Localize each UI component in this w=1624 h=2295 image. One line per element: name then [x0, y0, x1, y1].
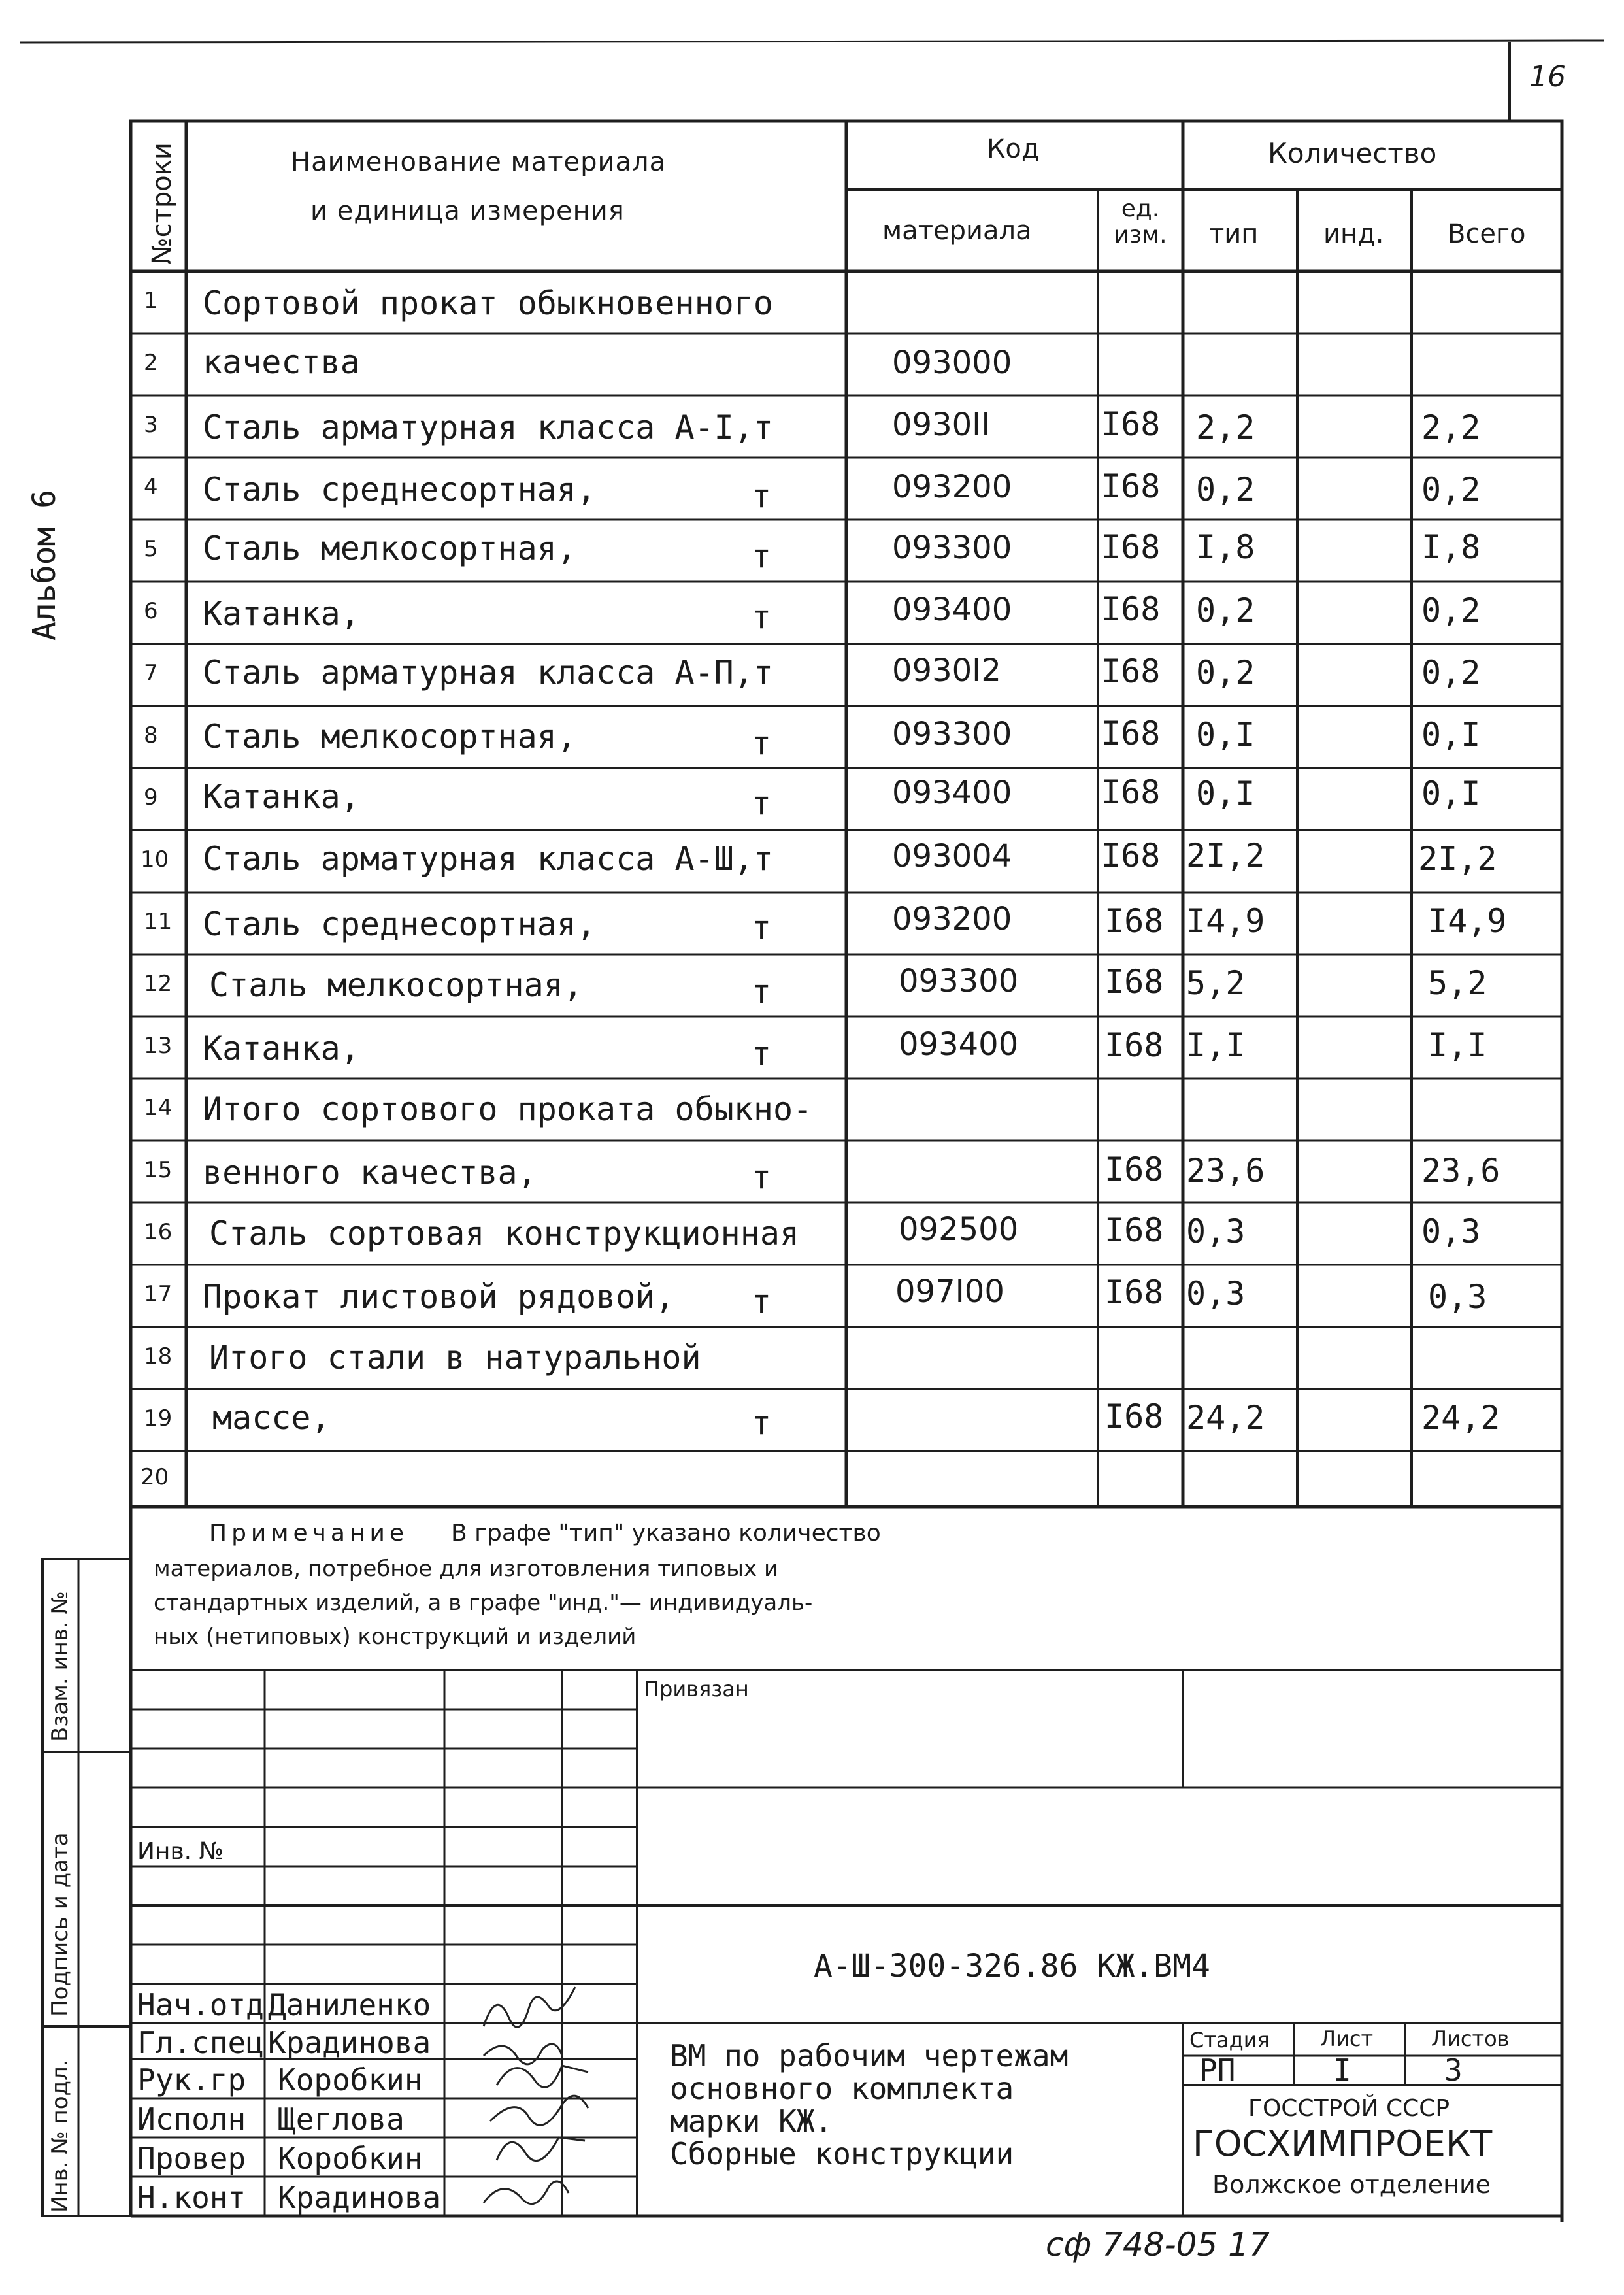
row-number: 17: [144, 1281, 173, 1307]
row-name: Катанка,: [203, 778, 360, 816]
header-row-no: №строки: [147, 142, 177, 265]
row-meas: I68: [1104, 1273, 1164, 1311]
row-typ: 24,2: [1186, 1399, 1265, 1437]
row-meas: I68: [1104, 902, 1164, 940]
sheet-value: I: [1333, 2052, 1351, 2088]
role-label: Провер: [137, 2141, 246, 2176]
row-typ: 0,2: [1196, 592, 1255, 629]
row-total: 0,I: [1421, 716, 1481, 754]
row-number: 9: [144, 784, 158, 811]
row-unit: т: [752, 1158, 772, 1196]
row-number: 13: [144, 1033, 173, 1059]
row-typ: 0,2: [1196, 654, 1255, 692]
row-typ: 0,3: [1186, 1213, 1246, 1250]
row-code: 093300: [892, 529, 1012, 566]
row-typ: 0,I: [1196, 716, 1255, 754]
row-typ: I4,9: [1186, 902, 1265, 940]
row-number: 14: [144, 1095, 173, 1121]
row-total: 23,6: [1421, 1152, 1500, 1190]
row-typ: 2I,2: [1186, 837, 1265, 875]
row-unit: т: [752, 1035, 772, 1073]
row-typ: 0,2: [1196, 471, 1255, 509]
sheets-value: 3: [1444, 2052, 1463, 2088]
privyazan-label: Привязан: [644, 1677, 749, 1701]
person-name: Даниленко: [268, 1987, 431, 2022]
row-code: 093300: [899, 963, 1019, 999]
row-meas: I68: [1104, 1211, 1164, 1249]
album-label: Альбом 6: [26, 489, 63, 641]
role-label: Гл.спец: [137, 2025, 264, 2060]
row-total: 0,3: [1421, 1213, 1481, 1250]
row-number: 18: [144, 1343, 173, 1369]
row-number: 3: [144, 412, 158, 438]
row-number: 2: [144, 350, 158, 376]
row-meas: I68: [1101, 714, 1161, 752]
row-unit: т: [752, 598, 772, 636]
row-unit: т: [752, 909, 772, 946]
row-code: 097I00: [895, 1273, 1004, 1310]
signature-marks: [484, 1987, 588, 2204]
description-line: Сборные конструкции: [670, 2136, 1014, 2171]
row-typ: 23,6: [1186, 1152, 1265, 1190]
person-name: Крадинова: [278, 2180, 441, 2215]
row-code: 093400: [899, 1026, 1019, 1063]
row-number: 19: [144, 1405, 173, 1432]
row-typ: I,8: [1196, 528, 1255, 566]
row-typ: I,I: [1186, 1026, 1246, 1064]
note-line4: ных (нетиповых) конструкций и изделий: [154, 1624, 637, 1650]
row-meas: I68: [1104, 963, 1164, 1001]
note-line3: стандартных изделий, а в графе "инд."— индивидуаль-: [154, 1590, 813, 1616]
row-typ: 2,2: [1196, 409, 1255, 446]
person-name: Коробкин: [278, 2062, 423, 2098]
description-line: марки КЖ.: [670, 2103, 833, 2139]
row-name: Сталь арматурная класса А-Ш,т: [203, 840, 773, 878]
row-number: 20: [141, 1464, 169, 1490]
row-total: 0,2: [1421, 654, 1481, 692]
row-code: 092500: [899, 1211, 1019, 1248]
row-meas: I68: [1101, 467, 1161, 505]
row-meas: I68: [1101, 773, 1161, 811]
row-name: Сталь среднесортная,: [203, 471, 597, 509]
row-number: 7: [144, 660, 158, 686]
header-name-line1: Наименование материала: [291, 147, 667, 177]
row-total: 0,I: [1421, 775, 1481, 812]
row-typ: 0,I: [1196, 775, 1255, 812]
description-line: основного комплекта: [670, 2071, 1014, 2106]
row-unit: т: [752, 724, 772, 762]
row-name: Сталь арматурная класса А-П,т: [203, 654, 773, 692]
header-qty-typ: тип: [1209, 219, 1259, 249]
stage-value: РП: [1199, 2052, 1236, 2088]
org-goskhimproekt: ГОСХИМПРОЕКТ: [1193, 2123, 1493, 2164]
person-name: Коробкин: [278, 2141, 423, 2176]
row-number: 15: [144, 1157, 173, 1183]
header-qty-ind: инд.: [1323, 219, 1384, 249]
row-total: 0,3: [1428, 1278, 1487, 1316]
org-gosstroy: ГОССТРОЙ СССР: [1248, 2095, 1450, 2122]
row-meas: I68: [1104, 1150, 1164, 1188]
org-department: Волжское отделение: [1212, 2170, 1491, 2199]
row-total: 24,2: [1421, 1399, 1500, 1437]
row-name: Сортовой прокат обыкновенного: [203, 284, 773, 322]
inv-no-label: Инв. №: [137, 1838, 224, 1865]
row-name: Сталь мелкосортная,: [209, 966, 583, 1004]
note-lead: Примечание: [209, 1520, 409, 1547]
side-label-vzam: Взам. инв. №: [47, 1591, 73, 1742]
row-name: Сталь мелкосортная,: [203, 718, 576, 756]
row-code: 093000: [892, 344, 1012, 381]
row-name: Итого стали в натуральной: [209, 1339, 701, 1377]
stage-label: Стадия: [1189, 2028, 1270, 2052]
role-label: Рук.гр: [137, 2062, 246, 2098]
row-unit: т: [752, 973, 772, 1011]
row-number: 1: [144, 288, 158, 314]
row-number: 8: [144, 722, 158, 748]
document-code: А-Ш-300-326.86 КЖ.ВМ4: [814, 1948, 1210, 1985]
row-code: 093004: [892, 838, 1012, 875]
row-name: Катанка,: [203, 1030, 360, 1067]
row-total: 2I,2: [1418, 840, 1497, 878]
row-name: Сталь арматурная класса А-I,т: [203, 409, 773, 446]
row-name: Сталь среднесортная,: [203, 905, 597, 943]
row-total: I,8: [1421, 528, 1481, 566]
row-number: 10: [141, 846, 169, 873]
row-total: 5,2: [1428, 964, 1487, 1002]
row-unit: т: [752, 537, 772, 575]
row-code: 093300: [892, 716, 1012, 752]
row-total: 0,2: [1421, 471, 1481, 509]
row-unit: т: [752, 1282, 772, 1320]
row-total: 2,2: [1421, 409, 1481, 446]
row-code: 0930II: [892, 407, 991, 443]
row-number: 5: [144, 536, 158, 562]
side-label-inv-podl: Инв. № подл.: [47, 2059, 73, 2213]
row-meas: I68: [1104, 1398, 1164, 1435]
row-name: Сталь мелкосортная,: [203, 529, 576, 567]
row-number: 4: [144, 474, 158, 500]
row-number: 6: [144, 598, 158, 624]
row-code: 093200: [892, 469, 1012, 505]
row-meas: I68: [1101, 652, 1161, 690]
header-quantity: Количество: [1268, 137, 1437, 169]
row-code: 093400: [892, 775, 1012, 811]
row-total: 0,2: [1421, 592, 1481, 629]
role-label: Н.конт: [137, 2180, 246, 2215]
row-typ: 0,3: [1186, 1275, 1246, 1313]
row-name: Сталь сортовая конструкционная: [209, 1215, 800, 1252]
row-unit: т: [752, 1404, 772, 1442]
header-name-line2: и единица измерения: [310, 196, 625, 226]
row-code: 093200: [892, 901, 1012, 937]
sheet-label: Лист: [1320, 2026, 1374, 2051]
role-label: Исполн: [137, 2102, 246, 2137]
row-name: качества: [203, 343, 360, 381]
row-name: Итого сортового проката обыкно-: [203, 1090, 813, 1128]
row-name: венного качества,: [203, 1154, 537, 1192]
row-total: I,I: [1428, 1026, 1487, 1064]
side-label-podpis: Подпись и дата: [47, 1832, 73, 2017]
row-number: 12: [144, 971, 173, 997]
row-name: Прокат листовой рядовой,: [203, 1278, 675, 1316]
row-unit: т: [752, 784, 772, 822]
row-meas: I68: [1101, 590, 1161, 628]
row-meas: I68: [1101, 405, 1161, 443]
row-code: 0930I2: [892, 652, 1001, 689]
row-number: 16: [144, 1219, 173, 1245]
header-code: Код: [987, 134, 1040, 164]
header-qty-total: Всего: [1448, 219, 1526, 249]
person-name: Крадинова: [268, 2025, 431, 2060]
row-meas: I68: [1101, 528, 1161, 566]
row-name: Катанка,: [203, 595, 360, 633]
row-unit: т: [752, 477, 772, 515]
row-meas: I68: [1101, 837, 1161, 875]
row-typ: 5,2: [1186, 964, 1246, 1002]
header-code-unit: ед. изм.: [1114, 195, 1167, 248]
row-total: I4,9: [1428, 902, 1507, 940]
row-number: 11: [144, 909, 173, 935]
note-line2: материалов, потребное для изготовления типовых и: [154, 1556, 779, 1582]
row-code: 093400: [892, 592, 1012, 628]
role-label: Нач.отд: [137, 1987, 264, 2022]
note-line1: В графе "тип" указано количество: [451, 1520, 881, 1547]
header-code-material: материала: [882, 216, 1032, 246]
row-meas: I68: [1104, 1026, 1164, 1064]
description-line: ВМ по рабочим чертежам: [670, 2038, 1069, 2073]
footer-handwritten-code: сф 748-05 17: [1046, 2226, 1270, 2264]
sheets-label: Листов: [1431, 2026, 1510, 2051]
sheet-number: 16: [1529, 60, 1566, 93]
person-name: Щеглова: [278, 2102, 405, 2137]
row-name: массе,: [212, 1399, 331, 1437]
